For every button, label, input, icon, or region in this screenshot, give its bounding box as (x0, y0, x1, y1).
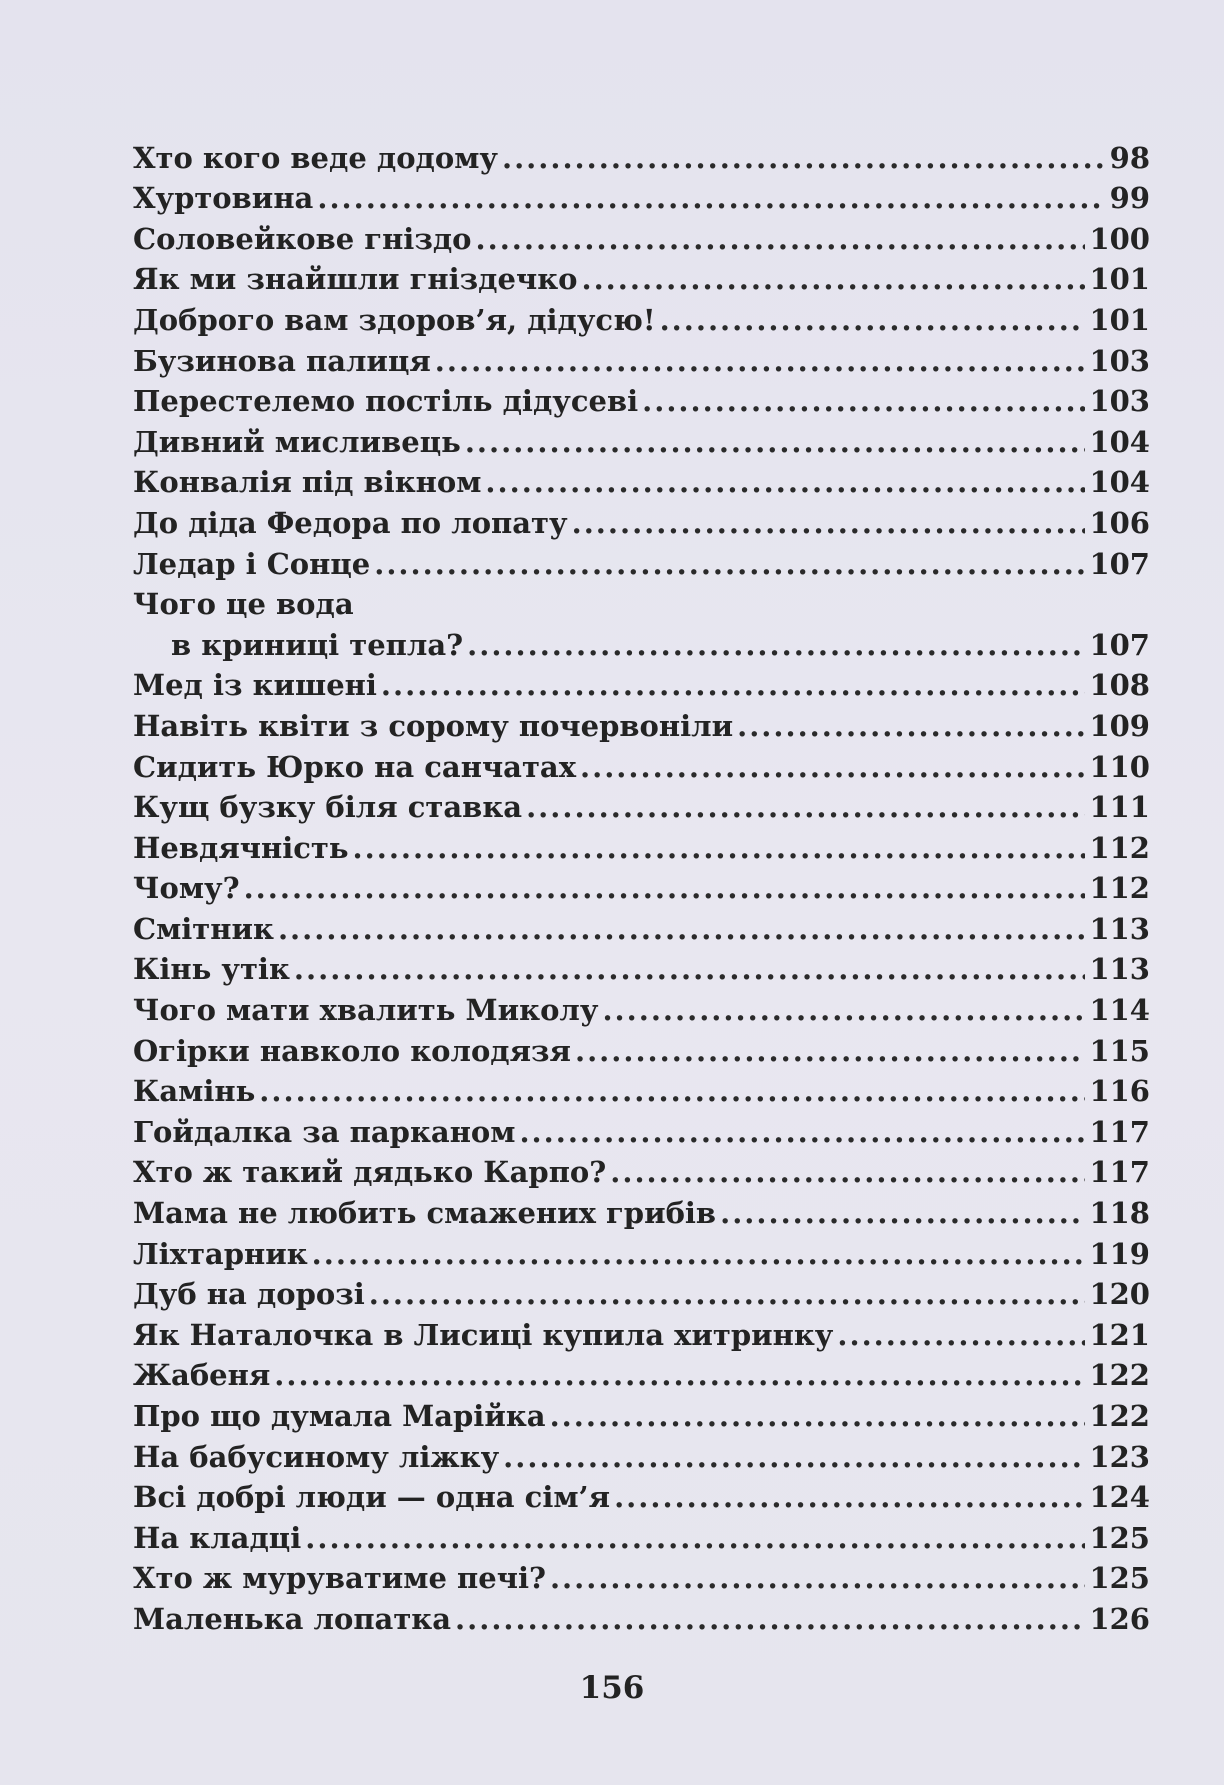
dot-leader (526, 793, 1085, 822)
toc-entry-title: Маленька лопатка (133, 1601, 452, 1636)
toc-entry-page-number: 110 (1089, 749, 1150, 784)
toc-entry-title: Мед із кишені (133, 668, 377, 703)
dot-leader (503, 1443, 1085, 1472)
toc-entry (133, 132, 1150, 173)
toc-entry-page-number: 124 (1089, 1480, 1150, 1515)
toc-entry-page-number: 98 (1109, 140, 1150, 175)
toc-entry (133, 822, 1150, 863)
toc-entry-title: Чого це вода (133, 587, 354, 622)
toc-entry (133, 863, 1150, 904)
toc-entry-page-number: 126 (1089, 1601, 1150, 1636)
dot-leader (602, 996, 1085, 1025)
toc-entry-title: Чого мати хвалить Миколу (133, 993, 599, 1028)
toc-entry (133, 497, 1150, 538)
toc-entry-page-number: 99 (1109, 181, 1150, 216)
toc-entry (133, 741, 1150, 782)
toc-entry (133, 1512, 1150, 1553)
toc-entry (133, 213, 1150, 254)
toc-entry-page-number: 113 (1089, 952, 1150, 987)
toc-entry-page-number: 114 (1089, 993, 1150, 1028)
toc-entry-title: Конвалія під вікном (133, 465, 482, 500)
toc-entry (133, 254, 1150, 295)
toc-entry-title: Сидить Юрко на санчатах (133, 749, 577, 784)
dot-leader (642, 387, 1085, 416)
dot-leader (610, 1158, 1085, 1187)
toc-entry-page-number: 103 (1089, 343, 1150, 378)
dot-leader (244, 874, 1086, 903)
dot-leader (465, 428, 1086, 457)
toc-entry (133, 1066, 1150, 1107)
dot-leader (737, 712, 1085, 741)
toc-entry-title: Огірки навколо колодязя (133, 1033, 571, 1068)
toc-entry-page-number: 101 (1089, 302, 1150, 337)
dot-leader (381, 671, 1086, 700)
toc-entry (133, 1147, 1150, 1188)
dot-leader (485, 468, 1085, 497)
dot-leader (575, 1037, 1085, 1066)
toc-entry (133, 1593, 1150, 1634)
toc-entry-title: Гойдалка за парканом (133, 1114, 516, 1149)
toc-entry (133, 944, 1150, 985)
toc-entry-title: Смітник (133, 911, 274, 946)
dot-leader (837, 1321, 1085, 1350)
toc-entry-page-number: 111 (1089, 790, 1150, 825)
table-of-contents (133, 132, 1150, 1634)
dot-leader (476, 225, 1086, 254)
toc-entry-page-number: 112 (1089, 830, 1150, 865)
dot-leader (317, 184, 1105, 213)
toc-entry-page-number: 104 (1089, 465, 1150, 500)
toc-entry-title: Дуб на дорозі (133, 1277, 365, 1312)
toc-entry-title: На кладці (133, 1520, 302, 1555)
toc-entry-page-number: 122 (1089, 1358, 1150, 1393)
toc-entry (133, 660, 1150, 701)
toc-entry-title: Мама не любить смажених грибів (133, 1196, 717, 1231)
toc-entry-title: Бузинова палиця (133, 343, 431, 378)
toc-entry-title-continuation: в криниці тепла? (171, 627, 464, 662)
toc-entry-page-number: 113 (1089, 911, 1150, 946)
toc-entry-title: Кущ бузку біля ставка (133, 790, 523, 825)
dot-leader (581, 265, 1085, 294)
toc-entry (133, 335, 1150, 376)
dot-leader (369, 1280, 1086, 1309)
toc-entry-page-number: 107 (1089, 627, 1150, 662)
dot-leader (305, 1524, 1085, 1553)
toc-entry (133, 1309, 1150, 1350)
dot-leader (374, 550, 1085, 579)
toc-entry-page-number: 123 (1089, 1439, 1150, 1474)
toc-entry-title: Навіть квіти з сорому почервоніли (133, 708, 734, 743)
dot-leader (455, 1605, 1085, 1634)
dot-leader (580, 753, 1085, 782)
dot-leader (278, 915, 1086, 944)
toc-entry-page-number: 119 (1089, 1236, 1150, 1271)
toc-entry-page-number: 116 (1089, 1074, 1150, 1109)
toc-entry-title: Хто кого веде додому (133, 140, 498, 175)
toc-entry (133, 1106, 1150, 1147)
toc-entry-title: Жабеня (133, 1358, 271, 1393)
toc-entry-title: Хто ж муруватиме печі? (133, 1561, 546, 1596)
toc-entry (133, 1269, 1150, 1310)
toc-entry-title: Соловейкове гніздо (133, 221, 472, 256)
toc-entry-page-number: 100 (1089, 221, 1150, 256)
page-number: 156 (579, 1670, 645, 1706)
toc-entry (133, 294, 1150, 335)
dot-leader (502, 144, 1106, 173)
toc-entry-title: До діда Федора по лопату (133, 505, 568, 540)
dot-leader (614, 1483, 1085, 1512)
toc-entry-title: Дивний мисливець (133, 424, 461, 459)
toc-entry (133, 376, 1150, 417)
dot-leader (720, 1199, 1085, 1228)
toc-entry-title: Доброго вам здоров’я, дідусю! (133, 302, 656, 337)
toc-entry (133, 1350, 1150, 1391)
toc-entry-page-number: 115 (1089, 1033, 1150, 1068)
toc-entry (133, 1228, 1150, 1269)
toc-entry-continuation-line (133, 619, 1150, 660)
dot-leader (312, 1240, 1086, 1269)
toc-entry (133, 1431, 1150, 1472)
toc-entry-title: Як Наталочка в Лисиці купила хитринку (133, 1317, 834, 1352)
toc-entry-page-number: 104 (1089, 424, 1150, 459)
toc-entry-title: Хто ж такий дядько Карпо? (133, 1155, 607, 1190)
toc-entry (133, 416, 1150, 457)
dot-leader (294, 955, 1086, 984)
toc-entry-page-number: 117 (1089, 1155, 1150, 1190)
toc-entry (133, 782, 1150, 823)
toc-entry (133, 1472, 1150, 1513)
toc-entry (133, 538, 1150, 579)
toc-entry-page-number: 109 (1089, 708, 1150, 743)
toc-entry-title: На бабусиному ліжку (133, 1439, 500, 1474)
dot-leader (353, 834, 1086, 863)
toc-entry (133, 700, 1150, 741)
toc-entry (133, 1390, 1150, 1431)
toc-entry-title: Як ми знайшли гніздечко (133, 262, 578, 297)
dot-leader (467, 631, 1085, 660)
toc-entry-title: Камінь (133, 1074, 256, 1109)
toc-entry-title: Кінь утік (133, 952, 290, 987)
toc-entry-page-number: 112 (1089, 871, 1150, 906)
toc-entry-page-number: 125 (1089, 1520, 1150, 1555)
dot-leader (274, 1361, 1085, 1390)
toc-entry-title: Хуртовина (133, 181, 314, 216)
toc-entry (133, 1187, 1150, 1231)
dot-leader (259, 1077, 1085, 1106)
toc-entry-page-number: 107 (1089, 546, 1150, 581)
toc-entry-page-number: 122 (1089, 1399, 1150, 1433)
toc-entry (133, 984, 1150, 1028)
toc-entry (133, 173, 1150, 214)
toc-entry (133, 903, 1150, 944)
toc-entry (133, 457, 1150, 498)
toc-entry (133, 1553, 1150, 1594)
toc-entry-page-number: 118 (1089, 1196, 1150, 1231)
toc-entry-title: Всі добрі люди — одна сім’я (133, 1480, 611, 1515)
toc-entry-title: Невдячність (133, 830, 349, 865)
toc-entry-page-number: 120 (1089, 1277, 1150, 1312)
toc-entry-page-number: 117 (1089, 1114, 1150, 1149)
toc-entry-page-number: 121 (1089, 1317, 1150, 1352)
toc-entry-page-number: 101 (1089, 262, 1150, 297)
toc-entry-title: Перестелемо постіль дідусеві (133, 384, 639, 419)
toc-entry-title: Ледар і Сонце (133, 546, 371, 581)
toc-entry-page-number: 125 (1089, 1561, 1150, 1596)
toc-entry-page-number: 103 (1089, 384, 1150, 419)
toc-entry-title: Ліхтарник (133, 1236, 308, 1271)
dot-leader (660, 306, 1086, 335)
dot-leader (572, 509, 1086, 538)
dot-leader (435, 347, 1086, 376)
dot-leader (519, 1118, 1085, 1147)
toc-entry (133, 1025, 1150, 1066)
dot-leader (550, 1402, 1086, 1431)
toc-entry (133, 579, 1150, 620)
toc-entry-title: Чому? (133, 871, 240, 906)
toc-entry-title: Про що думала Марійка (133, 1399, 546, 1433)
toc-entry-page-number: 106 (1089, 505, 1150, 540)
toc-entry-page-number: 108 (1089, 668, 1150, 703)
dot-leader (550, 1564, 1086, 1593)
